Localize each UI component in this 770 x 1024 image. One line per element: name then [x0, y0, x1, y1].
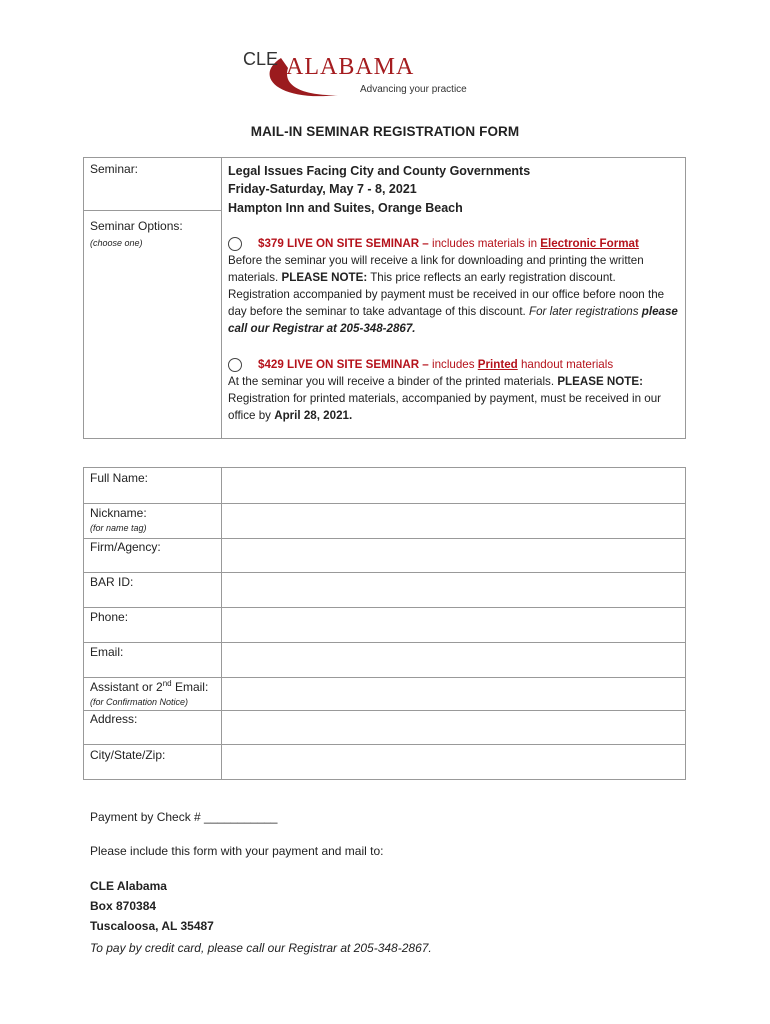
nickname-field[interactable]: [225, 506, 681, 534]
address-label: Address:: [90, 712, 138, 726]
column-divider: [221, 468, 222, 779]
full-name-label: Full Name:: [90, 471, 149, 485]
assistant-email-field[interactable]: [225, 679, 681, 707]
seminar-location: Hampton Inn and Suites, Orange Beach: [228, 200, 463, 215]
option1-includes: includes materials in: [432, 237, 538, 250]
address-line-1: CLE Alabama: [90, 879, 167, 893]
option1-desc-b: This price reflects an early registration discount. Registration accompanied by payment must be received in our office before noon the day before the seminar to take advantage of this discount.: [228, 271, 665, 318]
logo-graphic: [243, 46, 528, 104]
option1-description: [228, 252, 680, 337]
seminar-dates: Friday-Saturday, May 7 - 8, 2021: [228, 182, 417, 197]
option2-desc-a: At the seminar you will receive a binder of the printed materials.: [228, 375, 555, 388]
option-electronic: [228, 235, 680, 337]
option2-price: $429: [258, 358, 284, 371]
bar-id-label: BAR ID:: [90, 575, 134, 589]
assistant-email-hint: (for Confirmation Notice): [90, 697, 189, 707]
option2-type: LIVE ON SITE SEMINAR –: [287, 358, 429, 371]
seminar-options-hint: (choose one): [90, 238, 143, 248]
seminar-label: Seminar:: [90, 162, 139, 176]
assistant-email-label: [90, 679, 208, 694]
option1-type: LIVE ON SITE SEMINAR –: [287, 237, 429, 250]
city-state-zip-field[interactable]: [225, 748, 681, 776]
nickname-hint: (for name tag): [90, 523, 147, 533]
row-divider: [84, 503, 685, 504]
address-line-3: Tuscaloosa, AL 35487: [90, 919, 214, 933]
option1-desc-c: For later registrations: [529, 305, 639, 318]
mail-instructions: Please include this form with your payment and mail to:: [90, 844, 384, 858]
seminar-name: Legal Issues Facing City and County Governments: [228, 164, 531, 178]
logo-alabama-text: ALABAMA: [286, 54, 415, 80]
phone-label: Phone:: [90, 610, 129, 624]
seminar-options-label: Seminar Options:: [90, 219, 183, 233]
row-divider: [84, 210, 221, 211]
option1-price: $379: [258, 237, 284, 250]
option2-includes-after: handout materials: [520, 358, 614, 371]
option2-deadline: April 28, 2021.: [274, 409, 353, 422]
assistant-email-label-after: Email:: [171, 680, 209, 694]
option2-description: [228, 373, 680, 424]
firm-agency-label: Firm/Agency:: [90, 540, 161, 554]
option1-note-label: PLEASE NOTE:: [281, 271, 368, 284]
city-state-zip-label: City/State/Zip:: [90, 748, 166, 762]
row-divider: [84, 677, 685, 678]
option2-desc-b: Registration for printed materials, accompanied by payment, must be received in our office by: [228, 392, 662, 422]
logo-cle-text: CLE: [243, 49, 279, 69]
row-divider: [84, 607, 685, 608]
logo-tagline: Advancing your practice: [360, 84, 467, 95]
phone-field[interactable]: [225, 610, 681, 638]
seminar-table: [83, 157, 686, 439]
row-divider: [84, 572, 685, 573]
column-divider: [221, 158, 222, 438]
option-printed: [228, 356, 680, 424]
option1-format: Electronic Format: [540, 237, 639, 250]
firm-agency-field[interactable]: [225, 540, 681, 568]
bar-id-field[interactable]: [225, 575, 681, 603]
assistant-email-label-text: Assistant or 2: [90, 680, 163, 694]
email-label: Email:: [90, 645, 124, 659]
mailing-address: [90, 876, 214, 936]
row-divider: [84, 744, 685, 745]
option2-format: Printed: [477, 358, 518, 371]
row-divider: [84, 538, 685, 539]
nickname-label: Nickname:: [90, 506, 147, 520]
payment-check-line: Payment by Check # ___________: [90, 810, 278, 824]
email-field[interactable]: [225, 645, 681, 673]
registrant-table: [83, 467, 686, 780]
option-printed-radio[interactable]: [228, 358, 242, 372]
option1-desc-a: Before the seminar you will receive a link for downloading and printing the written materials.: [228, 254, 644, 284]
address-line-2: Box 870384: [90, 899, 157, 913]
seminar-details: [228, 162, 530, 217]
assistant-email-label-sup: nd: [162, 679, 172, 688]
row-divider: [84, 710, 685, 711]
form-title: MAIL-IN SEMINAR REGISTRATION FORM: [250, 124, 520, 139]
option2-includes: includes: [432, 358, 475, 371]
option1-desc-d: please call our Registrar at 205-348-2867.: [228, 305, 678, 335]
option-electronic-radio[interactable]: [228, 237, 242, 251]
option2-note-label: PLEASE NOTE:: [557, 375, 643, 388]
credit-card-note: To pay by credit card, please call our Registrar at 205-348-2867.: [90, 941, 432, 955]
full-name-field[interactable]: [225, 471, 681, 499]
address-field[interactable]: [225, 712, 681, 740]
cle-alabama-logo: [243, 46, 528, 104]
row-divider: [84, 642, 685, 643]
